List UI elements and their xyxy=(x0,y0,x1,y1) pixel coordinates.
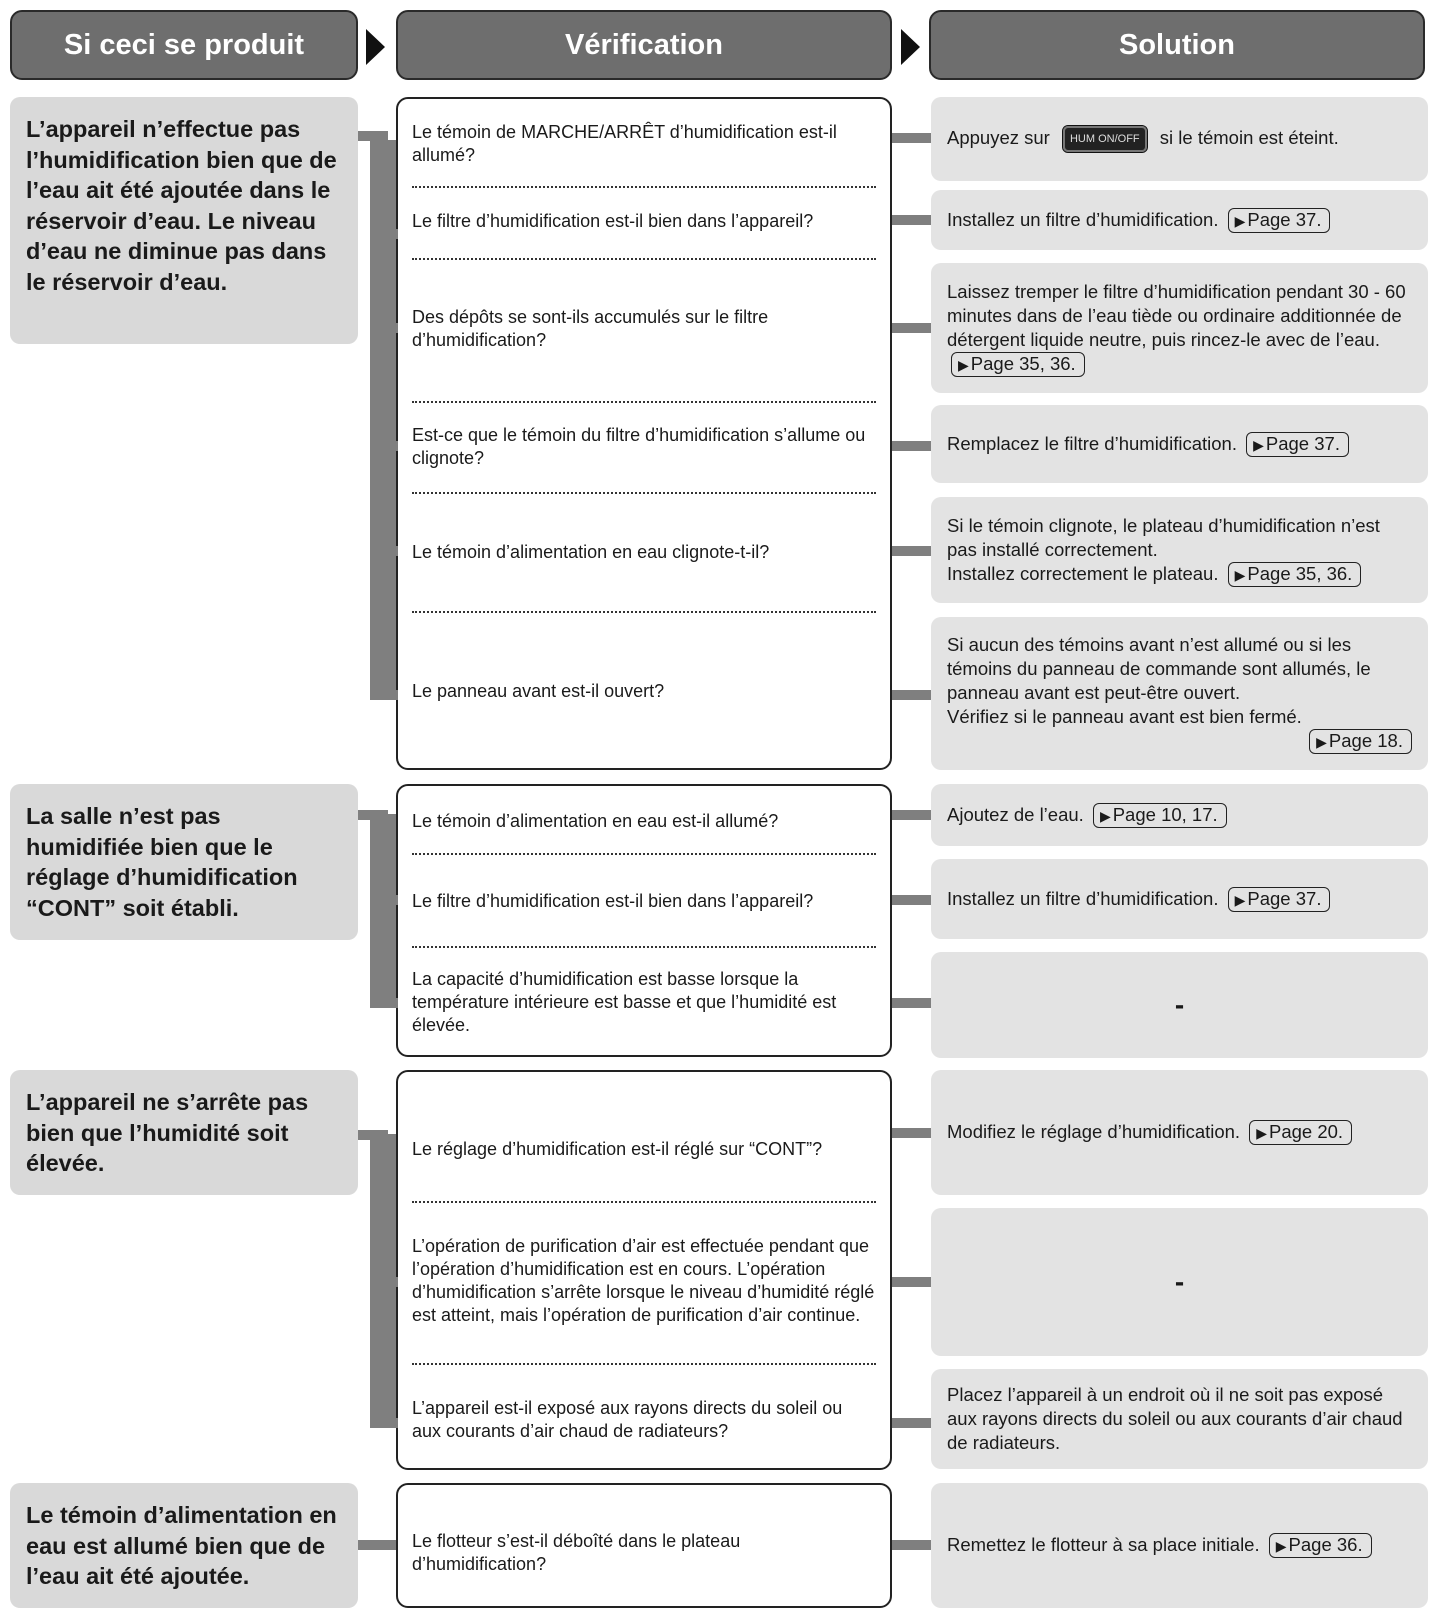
page-reference xyxy=(1249,1120,1352,1145)
solution-text: Si le témoin clignote, le plateau d’humidification n’est pas installé correctement. xyxy=(947,514,1380,560)
solution-text: Installez un filtre d’humidification. xyxy=(947,208,1219,230)
problem-1: L’appareil n’effectue pas l’humidification bien que de l’eau ait été ajoutée dans le réservoir d’eau. Le niveau d’eau ne diminue pas dans le réservoir d’eau. xyxy=(10,97,358,344)
connector xyxy=(370,1418,398,1428)
connector xyxy=(892,441,931,451)
page-ref-text: Page 10, 17. xyxy=(1112,803,1218,825)
solution-1-4 xyxy=(931,405,1428,483)
play-triangle-icon: ▶ xyxy=(1256,1125,1267,1141)
solution-text: Modifiez le réglage d’humidification. xyxy=(947,1121,1241,1142)
connector xyxy=(388,323,398,333)
page-ref-text: Page 18. xyxy=(1328,730,1403,751)
solution-text: Installez un filtre d’humidification. xyxy=(947,887,1219,909)
check-text: L’opération de purification d’air est effectuée pendant que l’opération d’humidification est en cours. L’opération d’humidification s’arrête lorsque le niveau d’humidité réglé est atteint, mais l’opération de purification d’air continue. xyxy=(412,1236,875,1325)
problem-2: La salle n’est pas humidifiée bien que le réglage d’humidification “CONT” soit établi. xyxy=(10,784,358,940)
divider xyxy=(412,258,876,260)
divider xyxy=(412,1363,876,1365)
divider xyxy=(412,401,876,403)
connector xyxy=(892,323,931,333)
solution-text: Placez l’appareil à un endroit où il ne soit pas exposé aux rayons directs du soleil ou aux courants d’air chaud de radiateurs. xyxy=(947,1384,1403,1453)
solution-3-2: - xyxy=(931,1208,1428,1356)
page-reference xyxy=(1093,803,1227,828)
divider xyxy=(412,1201,876,1203)
divider xyxy=(412,853,876,855)
connector xyxy=(388,895,398,905)
solution-2-2 xyxy=(931,859,1428,939)
page-reference xyxy=(1228,562,1362,587)
solution-text: Appuyez sur xyxy=(947,126,1050,148)
solution-2-1 xyxy=(931,784,1428,846)
page-ref-text: Page 35, 36. xyxy=(970,352,1076,374)
solution-1-2 xyxy=(931,190,1428,250)
header-problem: Si ceci se produit xyxy=(10,10,358,80)
page-reference xyxy=(1246,432,1349,457)
divider xyxy=(412,186,876,188)
divider xyxy=(412,611,876,613)
connector xyxy=(388,1277,398,1287)
problem-3: L’appareil ne s’arrête pas bien que l’humidité soit élevée. xyxy=(10,1070,358,1195)
connector xyxy=(892,215,931,225)
check-text: Le réglage d’humidification est-il réglé sur “CONT”? xyxy=(412,1139,823,1159)
connector xyxy=(892,546,931,556)
solution-3-3 xyxy=(931,1369,1428,1469)
header-solution: Solution xyxy=(929,10,1425,80)
connector xyxy=(370,814,396,1004)
solution-3-1 xyxy=(931,1070,1428,1195)
connector xyxy=(388,441,398,451)
check-text: Le témoin de MARCHE/ARRÊT d’humidification est-il allumé? xyxy=(412,122,837,165)
play-triangle-icon: ▶ xyxy=(958,356,969,373)
divider xyxy=(412,946,876,948)
check-text: Le filtre d’humidification est-il bien dans l’appareil? xyxy=(412,891,814,911)
solution-text: Vérifiez si le panneau avant est bien fermé. xyxy=(947,706,1302,727)
check-text: Le flotteur s’est-il déboîté dans le plateau d’humidification? xyxy=(412,1531,741,1574)
solution-1-5 xyxy=(931,497,1428,603)
page-reference xyxy=(1228,887,1331,912)
page-reference xyxy=(1228,208,1331,233)
page-reference xyxy=(951,352,1085,377)
connector xyxy=(358,131,388,141)
connector xyxy=(892,1128,931,1138)
page-ref-text: Page 37. xyxy=(1247,887,1322,909)
play-triangle-icon: ▶ xyxy=(1234,212,1246,229)
solution-text: Remplacez le filtre d’humidification. xyxy=(947,432,1237,454)
page-ref-text: Page 37. xyxy=(1247,208,1322,230)
play-triangle-icon: ▶ xyxy=(1234,891,1246,908)
check-text: L’appareil est-il exposé aux rayons directs du soleil ou aux courants d’air chaud de radiateurs? xyxy=(412,1398,843,1441)
page-reference xyxy=(1269,1533,1372,1558)
page-ref-text: Page 20. xyxy=(1269,1121,1344,1142)
connector xyxy=(358,1540,396,1550)
page-reference xyxy=(1309,729,1412,754)
connector xyxy=(892,690,931,700)
connector xyxy=(388,546,398,556)
check-text: Le témoin d’alimentation en eau clignote-t-il? xyxy=(412,542,770,562)
check-text: Le panneau avant est-il ouvert? xyxy=(412,681,665,701)
arrow-right-icon xyxy=(366,29,385,65)
problem-4: Le témoin d’alimentation en eau est allumé bien que de l’eau ait été ajoutée. xyxy=(10,1483,358,1608)
connector xyxy=(370,690,398,700)
check-box-3 xyxy=(396,1070,892,1470)
hum-on-off-button-icon: HUM ON/OFF xyxy=(1063,126,1147,152)
solution-2-3: - xyxy=(931,952,1428,1058)
arrow-right-icon xyxy=(901,29,920,65)
check-box-4 xyxy=(396,1483,892,1608)
check-text: Des dépôts se sont-ils accumulés sur le filtre d’humidification? xyxy=(412,307,769,350)
connector xyxy=(370,998,398,1008)
solution-1-3 xyxy=(931,263,1428,393)
solution-text: si le témoin est éteint. xyxy=(1159,126,1339,148)
solution-text: Remettez le flotteur à sa place initiale. xyxy=(947,1534,1260,1555)
check-box-1 xyxy=(396,97,892,770)
connector xyxy=(370,140,396,700)
play-triangle-icon: ▶ xyxy=(1253,436,1264,453)
solution-text: Installez correctement le plateau. xyxy=(947,562,1219,584)
solution-1-6 xyxy=(931,617,1428,770)
page-ref-text: Page 37. xyxy=(1265,432,1340,454)
connector xyxy=(358,1130,388,1140)
connector xyxy=(892,133,931,143)
connector xyxy=(388,229,398,239)
check-text: Est-ce que le témoin du filtre d’humidification s’allume ou clignote? xyxy=(412,425,866,468)
check-text: Le témoin d’alimentation en eau est-il allumé? xyxy=(412,811,779,831)
connector xyxy=(892,895,931,905)
play-triangle-icon: ▶ xyxy=(1275,1538,1287,1554)
check-text: La capacité d’humidification est basse lorsque la température intérieure est basse et que l’humidité est élevée. xyxy=(412,969,837,1035)
connector xyxy=(358,810,388,820)
connector xyxy=(892,1418,931,1428)
solution-4-1 xyxy=(931,1483,1428,1608)
play-triangle-icon: ▶ xyxy=(1234,566,1246,583)
page-ref-text: Page 36. xyxy=(1288,1534,1363,1555)
page-ref-text: Page 35, 36. xyxy=(1247,562,1353,584)
play-triangle-icon: ▶ xyxy=(1316,734,1327,750)
connector xyxy=(892,1277,931,1287)
solution-text: Ajoutez de l’eau. xyxy=(947,803,1084,825)
connector xyxy=(892,810,931,820)
play-triangle-icon: ▶ xyxy=(1099,807,1111,824)
check-text: Le filtre d’humidification est-il bien dans l’appareil? xyxy=(412,211,814,231)
solution-1-1 xyxy=(931,97,1428,181)
divider xyxy=(412,492,876,494)
header-check: Vérification xyxy=(396,10,892,80)
connector xyxy=(892,1540,931,1550)
check-box-2 xyxy=(396,784,892,1057)
solution-text: Laissez tremper le filtre d’humidification pendant 30 - 60 minutes dans de l’eau tiède ou ordinaire additionnée de détergent liquide neutre, puis rincez-le avec de l’eau. xyxy=(947,280,1406,350)
solution-text: Si aucun des témoins avant n’est allumé ou si les témoins du panneau de commande sont allumés, le panneau avant est peut-être ouvert. xyxy=(947,634,1371,703)
connector xyxy=(892,998,931,1008)
